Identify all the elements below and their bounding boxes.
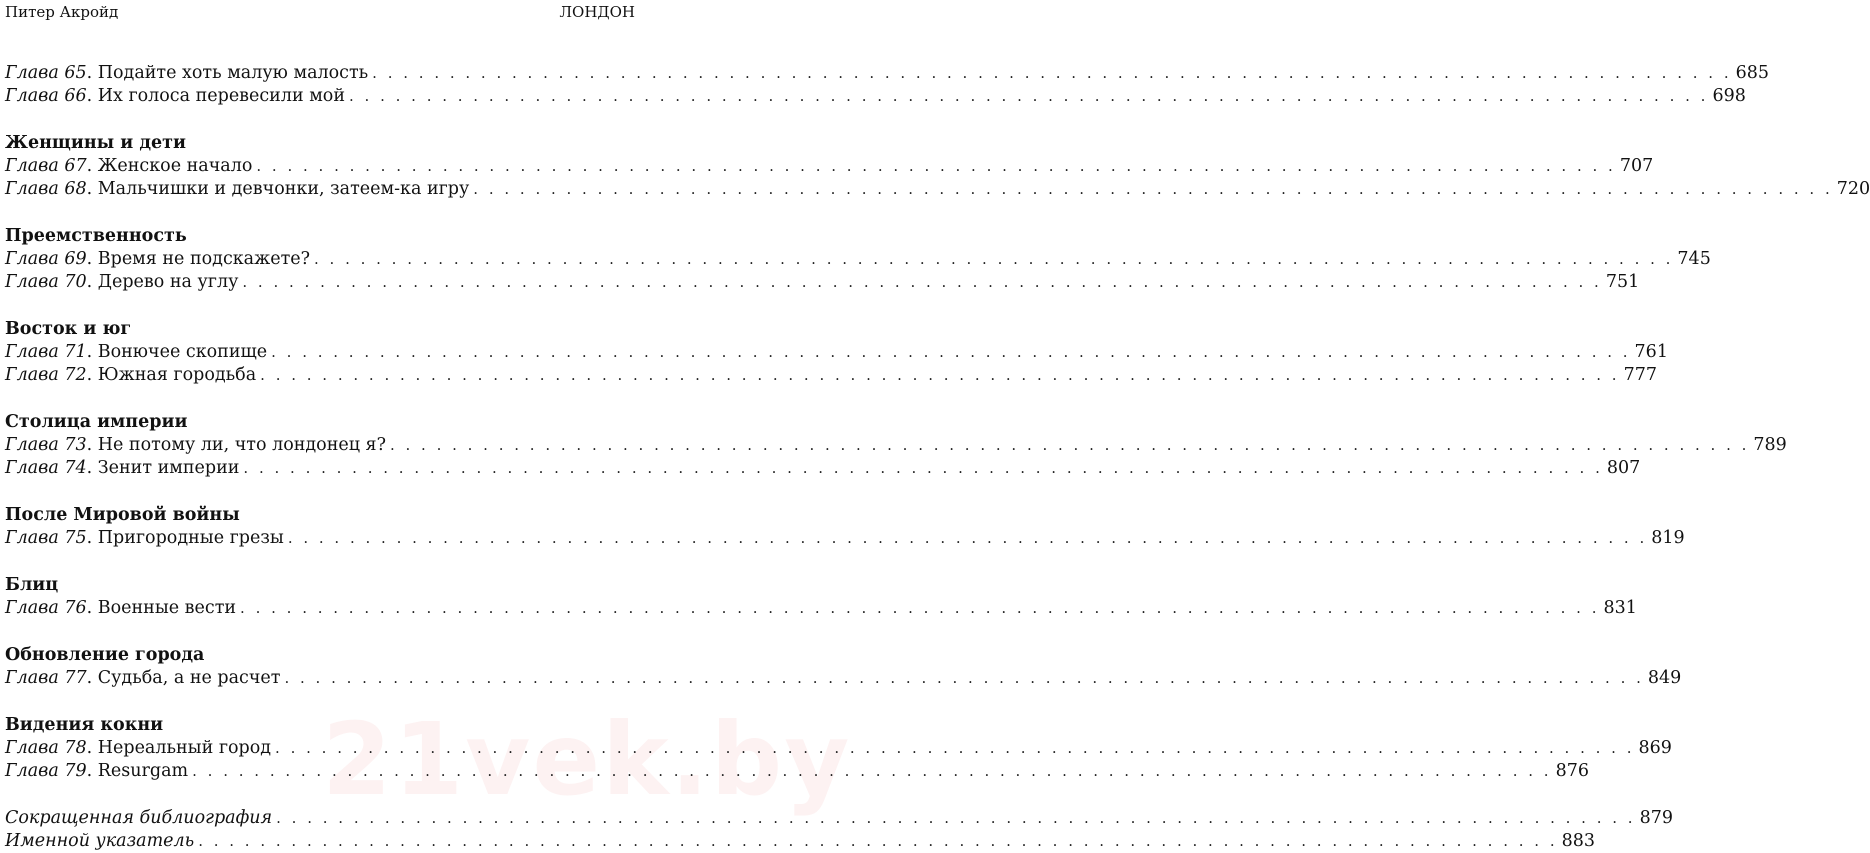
chapter-title: . Не потому ли, что лондонец я? <box>86 435 386 455</box>
section-title: После Мировой войны <box>5 505 240 525</box>
section-title: Блиц <box>5 575 59 595</box>
page-number: 807 <box>1606 458 1641 478</box>
chapter-number: Глава 65 <box>5 63 87 83</box>
page-number: 849 <box>1647 668 1682 688</box>
toc-entry[interactable] <box>5 830 1596 853</box>
toc-entry[interactable] <box>5 85 1746 108</box>
page-number: 869 <box>1638 738 1672 758</box>
entry-label <box>5 667 280 690</box>
chapter-title: . Военные вести <box>86 598 237 618</box>
chapter-number: Глава 79 <box>5 761 87 781</box>
chapter-number: Глава 73 <box>5 435 87 455</box>
chapter-title: . Нереальный город <box>86 738 272 758</box>
chapter-number: Глава 66 <box>5 86 87 106</box>
dot-leader <box>243 457 1602 480</box>
chapter-number: Глава 78 <box>5 738 87 758</box>
entry-label <box>5 830 194 853</box>
dot-leader <box>192 760 1551 783</box>
dot-leader <box>242 271 1601 294</box>
chapter-title: . Судьба, а не расчет <box>86 668 281 688</box>
dot-leader <box>271 341 1630 364</box>
chapter-number: Глава 68 <box>5 179 87 199</box>
running-header <box>5 2 635 22</box>
chapter-title: . Зенит империи <box>86 458 240 478</box>
chapter-number: Глава 71 <box>5 342 87 362</box>
dot-leader <box>276 807 1635 830</box>
page-number: 720 <box>1836 179 1870 199</box>
toc-entry[interactable] <box>5 667 1682 690</box>
entry-label <box>5 737 271 760</box>
entry-label <box>5 178 469 201</box>
section-title: Обновление города <box>5 645 205 665</box>
chapter-title: . Дерево на углу <box>86 272 239 292</box>
page-number: 698 <box>1712 86 1746 106</box>
page-number: 777 <box>1623 365 1657 385</box>
page-number: 789 <box>1753 435 1787 455</box>
toc-entry[interactable] <box>5 248 1711 271</box>
entry-label <box>5 760 188 783</box>
chapter-number: Глава 72 <box>5 365 87 385</box>
dot-leader <box>275 737 1634 760</box>
entry-label <box>5 597 236 620</box>
chapter-number: Глава 69 <box>5 249 87 269</box>
chapter-number: Глава 75 <box>5 528 87 548</box>
chapter-title: . Resurgam <box>86 761 189 781</box>
dot-leader <box>473 178 1832 201</box>
dot-leader <box>314 248 1673 271</box>
dot-leader <box>372 62 1731 85</box>
dot-leader <box>288 527 1647 550</box>
section-title: Преемственность <box>5 226 187 246</box>
toc-entry[interactable] <box>5 434 1787 457</box>
chapter-number: Глава 67 <box>5 156 87 176</box>
chapter-number: Глава 76 <box>5 598 87 618</box>
dot-leader <box>198 830 1557 853</box>
toc-section <box>5 132 1870 201</box>
page-number: 819 <box>1651 528 1685 548</box>
section-title: Женщины и дети <box>5 133 186 153</box>
toc-entry[interactable] <box>5 737 1672 760</box>
page-number: 761 <box>1634 342 1668 362</box>
chapter-number: Глава 77 <box>5 668 87 688</box>
dot-leader <box>260 364 1619 387</box>
table-of-contents <box>5 62 1870 853</box>
entry-label <box>5 155 252 178</box>
toc-entry[interactable] <box>5 807 1673 830</box>
chapter-title: . Женское начало <box>86 156 253 176</box>
section-title: Видения кокни <box>5 715 164 735</box>
entry-label <box>5 341 267 364</box>
page-number: 876 <box>1555 761 1589 781</box>
page-number: 707 <box>1619 156 1654 176</box>
watermark: 21vek.by <box>322 701 852 818</box>
page-number: 883 <box>1561 831 1596 851</box>
chapter-title: . Мальчишки и девчонки, затеем-ка игру <box>86 179 470 199</box>
entry-label <box>5 364 256 387</box>
chapter-number: Глава 74 <box>5 458 87 478</box>
page-number: 879 <box>1639 808 1673 828</box>
chapter-title: . Подайте хоть малую малость <box>86 63 369 83</box>
entry-label <box>5 807 272 830</box>
dot-leader <box>349 85 1708 108</box>
toc-entry[interactable] <box>5 364 1657 387</box>
toc-section <box>5 504 1685 550</box>
dot-leader <box>284 667 1643 690</box>
page-number: 831 <box>1603 598 1637 618</box>
header-book-title: ЛОНДОН <box>559 3 635 21</box>
toc-section <box>5 318 1668 387</box>
page-number: 745 <box>1677 249 1711 269</box>
toc-entry[interactable] <box>5 155 1654 178</box>
dot-leader <box>256 155 1615 178</box>
toc-section <box>5 644 1682 690</box>
section-title: Восток и юг <box>5 319 132 339</box>
chapter-title: . Пригородные грезы <box>86 528 284 548</box>
entry-label <box>5 62 368 85</box>
toc-entry[interactable] <box>5 527 1685 550</box>
toc-section <box>5 411 1787 480</box>
toc-section <box>5 225 1711 294</box>
entry-label <box>5 85 345 108</box>
toc-section <box>5 574 1637 620</box>
chapter-title: . Вонючее скопище <box>86 342 268 362</box>
toc-section <box>5 807 1673 853</box>
entry-label <box>5 527 284 550</box>
chapter-title: Сокращенная библиография <box>5 808 273 828</box>
chapter-title: . Их голоса перевесили мой <box>86 86 346 106</box>
toc-entry[interactable] <box>5 62 1769 85</box>
page-number: 751 <box>1605 272 1640 292</box>
chapter-title: . Южная городьба <box>86 365 257 385</box>
entry-label <box>5 434 386 457</box>
toc-entry[interactable] <box>5 597 1637 620</box>
toc-entry[interactable] <box>5 457 1641 480</box>
header-author: Питер Акройд <box>5 3 119 21</box>
entry-label <box>5 248 310 271</box>
chapter-title: Именной указатель <box>5 831 195 851</box>
toc-entry[interactable] <box>5 178 1870 201</box>
page-number: 685 <box>1735 63 1769 83</box>
section-title: Столица империи <box>5 412 188 432</box>
entry-label <box>5 271 238 294</box>
toc-entry[interactable] <box>5 760 1589 783</box>
toc-entry[interactable] <box>5 341 1668 364</box>
toc-section <box>5 62 1769 108</box>
entry-label <box>5 457 239 480</box>
chapter-title: . Время не подскажете? <box>86 249 310 269</box>
dot-leader <box>240 597 1599 620</box>
dot-leader <box>390 434 1749 457</box>
chapter-number: Глава 70 <box>5 272 87 292</box>
toc-entry[interactable] <box>5 271 1640 294</box>
